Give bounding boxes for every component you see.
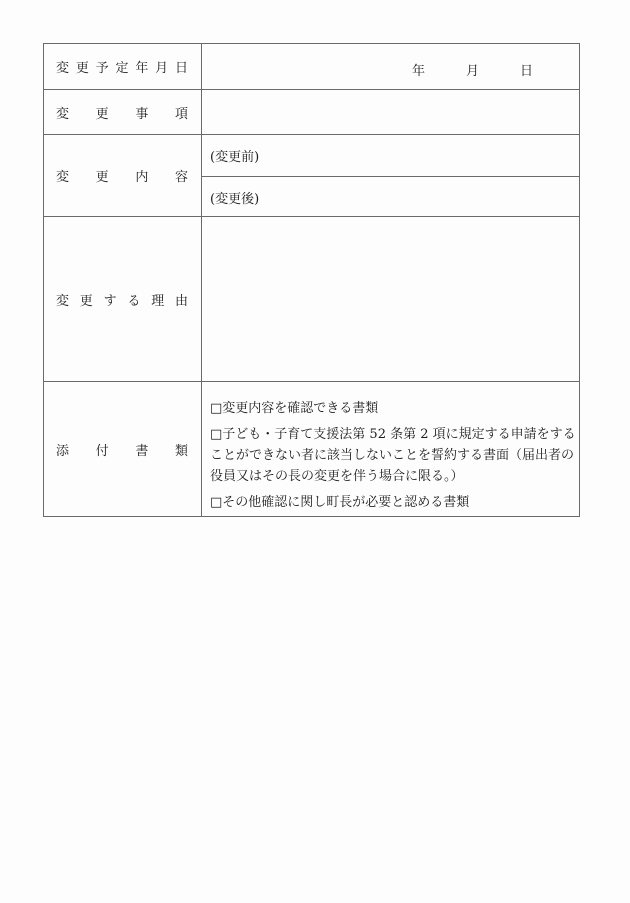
label-char: 理 <box>151 293 165 309</box>
label-char: 定 <box>115 61 129 76</box>
label-char: 更 <box>95 170 109 185</box>
change-reason-field[interactable] <box>202 217 579 381</box>
month-unit: 月 <box>466 64 480 79</box>
label-char: 付 <box>95 443 109 459</box>
row-change-item <box>44 90 579 135</box>
label-change-content <box>44 135 202 216</box>
after-change-label: (変更後) <box>210 191 260 207</box>
year-unit: 年 <box>412 64 426 79</box>
row-attachments <box>44 382 579 516</box>
attachment-item <box>210 492 577 513</box>
label-char: 日 <box>174 61 188 76</box>
attachment-text: 変更内容を確認できる書類 <box>222 401 379 416</box>
label-attachments <box>44 382 202 516</box>
checkbox-icon[interactable]: □ <box>210 495 223 510</box>
label-char: 添 <box>56 443 70 459</box>
label-char: 変 <box>56 106 70 122</box>
change-item-field[interactable] <box>202 90 579 134</box>
planned-change-date-field[interactable] <box>202 44 579 89</box>
attachments-list <box>202 382 579 516</box>
label-char: 項 <box>174 106 188 122</box>
attachment-item <box>210 398 577 419</box>
attachment-text: 子ども・子育て支援法第 52 条第 2 項に規定する申請をすることができない者に該当しないことを誓約する書面（届出者の役員又はその長の変更を伴う場合に限る。） <box>210 427 576 484</box>
label-char: 内 <box>135 170 149 185</box>
label-char: 更 <box>75 61 89 76</box>
label-char: 書 <box>135 443 149 459</box>
label-char: 予 <box>95 61 109 76</box>
label-change-item <box>44 90 202 134</box>
change-content-cells <box>202 135 579 216</box>
label-char: 月 <box>155 61 169 76</box>
before-change-label: (変更前) <box>210 150 260 165</box>
label-char: 由 <box>174 293 188 309</box>
row-planned-change-date <box>44 44 579 90</box>
label-char: 変 <box>56 170 70 185</box>
label-char: 容 <box>174 170 188 185</box>
checkbox-icon[interactable]: □ <box>210 427 223 442</box>
label-char: 更 <box>79 293 93 309</box>
label-char: 変 <box>56 61 70 76</box>
label-char: 類 <box>174 443 188 459</box>
before-change-field[interactable] <box>202 135 579 177</box>
label-char: 年 <box>135 61 149 76</box>
attachment-text: その他確認に関し町長が必要と認める書類 <box>222 495 470 510</box>
row-change-content <box>44 135 579 217</box>
label-char: 変 <box>56 293 70 309</box>
after-change-field[interactable] <box>202 177 579 217</box>
label-planned-change-date <box>44 44 202 89</box>
change-notification-form <box>43 43 580 517</box>
label-char: す <box>103 293 117 309</box>
attachment-item <box>210 424 577 487</box>
label-change-reason <box>44 217 202 381</box>
label-char: る <box>127 293 141 309</box>
day-unit: 日 <box>520 64 534 79</box>
row-change-reason <box>44 217 579 382</box>
label-char: 更 <box>95 106 109 122</box>
checkbox-icon[interactable]: □ <box>210 401 223 416</box>
label-char: 事 <box>135 106 149 122</box>
